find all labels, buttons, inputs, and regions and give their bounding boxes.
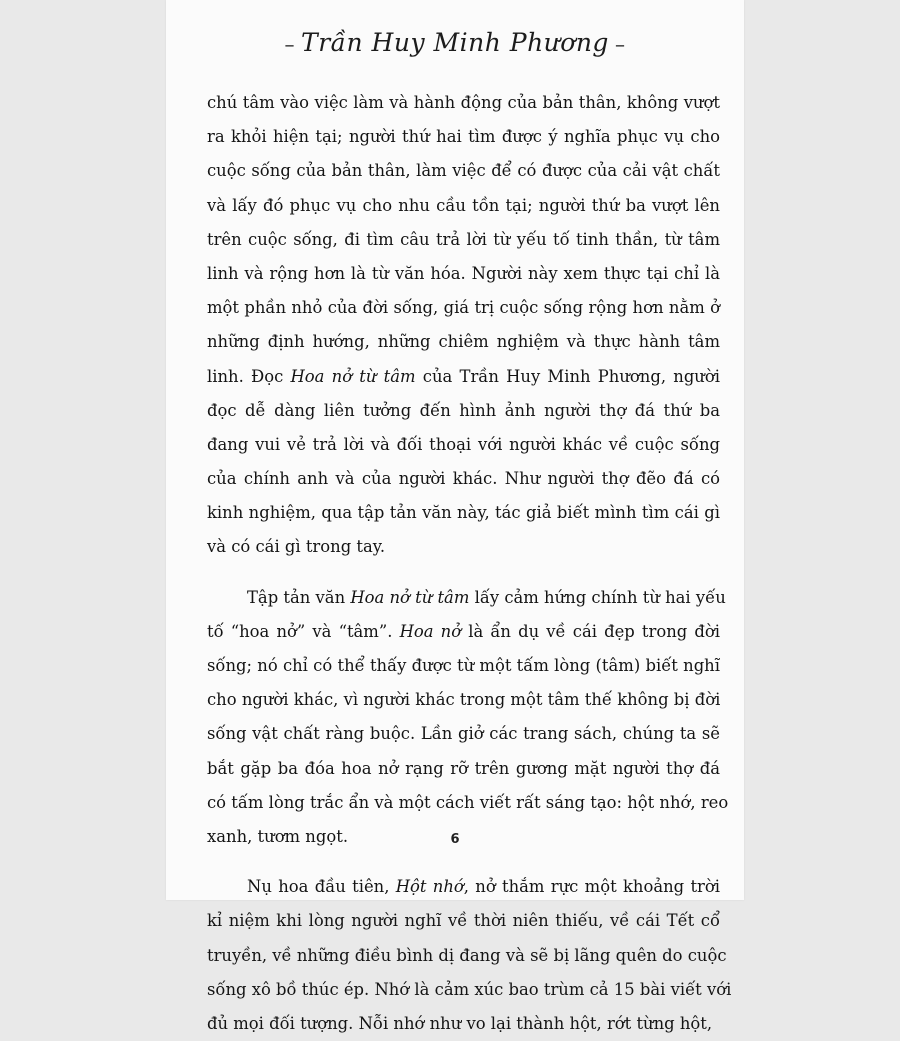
- italic-title: Hoa nở: [399, 621, 462, 641]
- text-line: [207, 973, 732, 1007]
- text-span: là ẩn dụ về cái đẹp trong đời: [461, 621, 720, 641]
- text-line: [207, 649, 720, 683]
- text-span: kỉ niệm khi lòng người nghĩ về thời niên thiếu, về cái Tết cổ: [207, 911, 720, 931]
- text-span: truyền, về những điều bình dị đang và sẽ bị lãng quên do cuộc: [207, 945, 727, 965]
- header-author: Trần Huy Minh Phương: [301, 28, 609, 57]
- text-span: lấy cảm hứng chính từ hai yếu: [469, 587, 726, 607]
- page-number: 6: [450, 832, 460, 847]
- text-span: của chính anh và của người khác. Như người thợ đẽo đá có: [207, 469, 720, 489]
- book-page: [166, 0, 744, 1033]
- text-span: sống vật chất ràng buộc. Lần giở các trang sách, chúng ta sẽ: [207, 724, 720, 744]
- text-line: [207, 683, 720, 717]
- paragraph: [207, 86, 720, 565]
- text-span: bắt gặp ba đóa hoa nở rạng rỡ trên gương mặt người thợ đá: [207, 758, 720, 778]
- text-span: chú tâm vào việc làm và hành động của bản thân, không vượt: [207, 93, 720, 112]
- paragraph: [207, 581, 729, 855]
- text-line: [207, 530, 720, 564]
- header-dash-right: –: [614, 32, 626, 56]
- text-line: [207, 120, 720, 154]
- text-span: đọc dễ dàng liên tưởng đến hình ảnh người thợ đá thứ ba: [207, 400, 720, 420]
- text-line: [207, 870, 720, 904]
- text-span: , nở thắm rực một khoảng trời: [463, 877, 720, 897]
- paragraph-gap: [207, 854, 720, 870]
- text-line: [207, 257, 720, 291]
- text-span: có tấm lòng trắc ẩn và một cách viết rất sáng tạo: hột nhớ, reo: [207, 792, 729, 812]
- text-span: sống xô bồ thúc ép. Nhớ là cảm xúc bao trùm cả 15 bài viết với: [207, 979, 732, 999]
- text-span: cho người khác, vì người khác trong một tâm thế không bị đời: [207, 690, 721, 710]
- text-span: tố “hoa nở” và “tâm”.: [207, 621, 400, 641]
- italic-title: Hoa nở từ tâm: [350, 587, 470, 607]
- text-span: kinh nghiệm, qua tập tản văn này, tác giả biết mình tìm cái gì: [207, 503, 720, 523]
- text-line: [207, 86, 720, 120]
- text-line: [207, 904, 720, 938]
- text-span: đang vui vẻ trả lời và đối thoại với người khác về cuộc sống: [207, 434, 720, 454]
- text-line: [207, 291, 720, 325]
- paragraph-gap: [207, 565, 720, 581]
- text-line: [207, 786, 729, 820]
- paragraph: [207, 870, 732, 1041]
- text-span: đủ mọi đối tượng. Nỗi nhớ như vo lại thành hột, rớt từng hột,: [207, 1013, 713, 1033]
- text-line: [207, 752, 720, 786]
- text-line: [207, 360, 720, 394]
- text-span: xanh, tươm ngọt.: [207, 826, 349, 846]
- header-dash-left: –: [284, 32, 296, 56]
- text-line: [207, 223, 720, 257]
- text-span: Nụ hoa đầu tiên,: [247, 877, 396, 897]
- text-span: ra khỏi hiện tại; người thứ hai tìm được ý nghĩa phục vụ cho: [207, 127, 720, 147]
- text-line: [207, 154, 720, 188]
- text-span: và lấy đó phục vụ cho nhu cầu tồn tại; người thứ ba vượt lên: [207, 195, 720, 215]
- text-span: và có cái gì trong tay.: [207, 537, 386, 557]
- text-line: [207, 1007, 720, 1041]
- text-line: [207, 717, 720, 751]
- body-text: [207, 86, 732, 1041]
- text-line: [207, 428, 720, 462]
- text-line: [207, 189, 720, 223]
- text-line: [207, 462, 720, 496]
- italic-title: Hoa nở từ tâm: [290, 366, 416, 386]
- text-span: sống; nó chỉ có thể thấy được từ một tấm lòng (tâm) biết nghĩ: [207, 656, 720, 675]
- text-span: những định hướng, những chiêm nghiệm và thực hành tâm: [207, 332, 720, 352]
- text-span: một phần nhỏ của đời sống, giá trị cuộc sống rộng hơn nằm ở: [207, 298, 720, 318]
- text-span: trên cuộc sống, đi tìm câu trả lời từ yếu tố tinh thần, từ tâm: [207, 229, 720, 249]
- running-header: [166, 28, 744, 57]
- text-span: của Trần Huy Minh Phương, người: [415, 366, 720, 386]
- text-line: [207, 325, 720, 359]
- text-line: [207, 939, 727, 973]
- text-span: cuộc sống của bản thân, làm việc để có được của cải vật chất: [207, 161, 720, 181]
- text-line: [207, 615, 720, 649]
- italic-title: Hột nhớ: [395, 877, 464, 897]
- text-span: linh và rộng hơn là từ văn hóa. Người này xem thực tại chỉ là: [207, 263, 720, 283]
- text-span: linh. Đọc: [207, 366, 291, 386]
- text-line: [207, 581, 726, 615]
- text-span: Tập tản văn: [247, 587, 351, 607]
- text-line: [207, 496, 720, 530]
- text-line: [207, 394, 720, 428]
